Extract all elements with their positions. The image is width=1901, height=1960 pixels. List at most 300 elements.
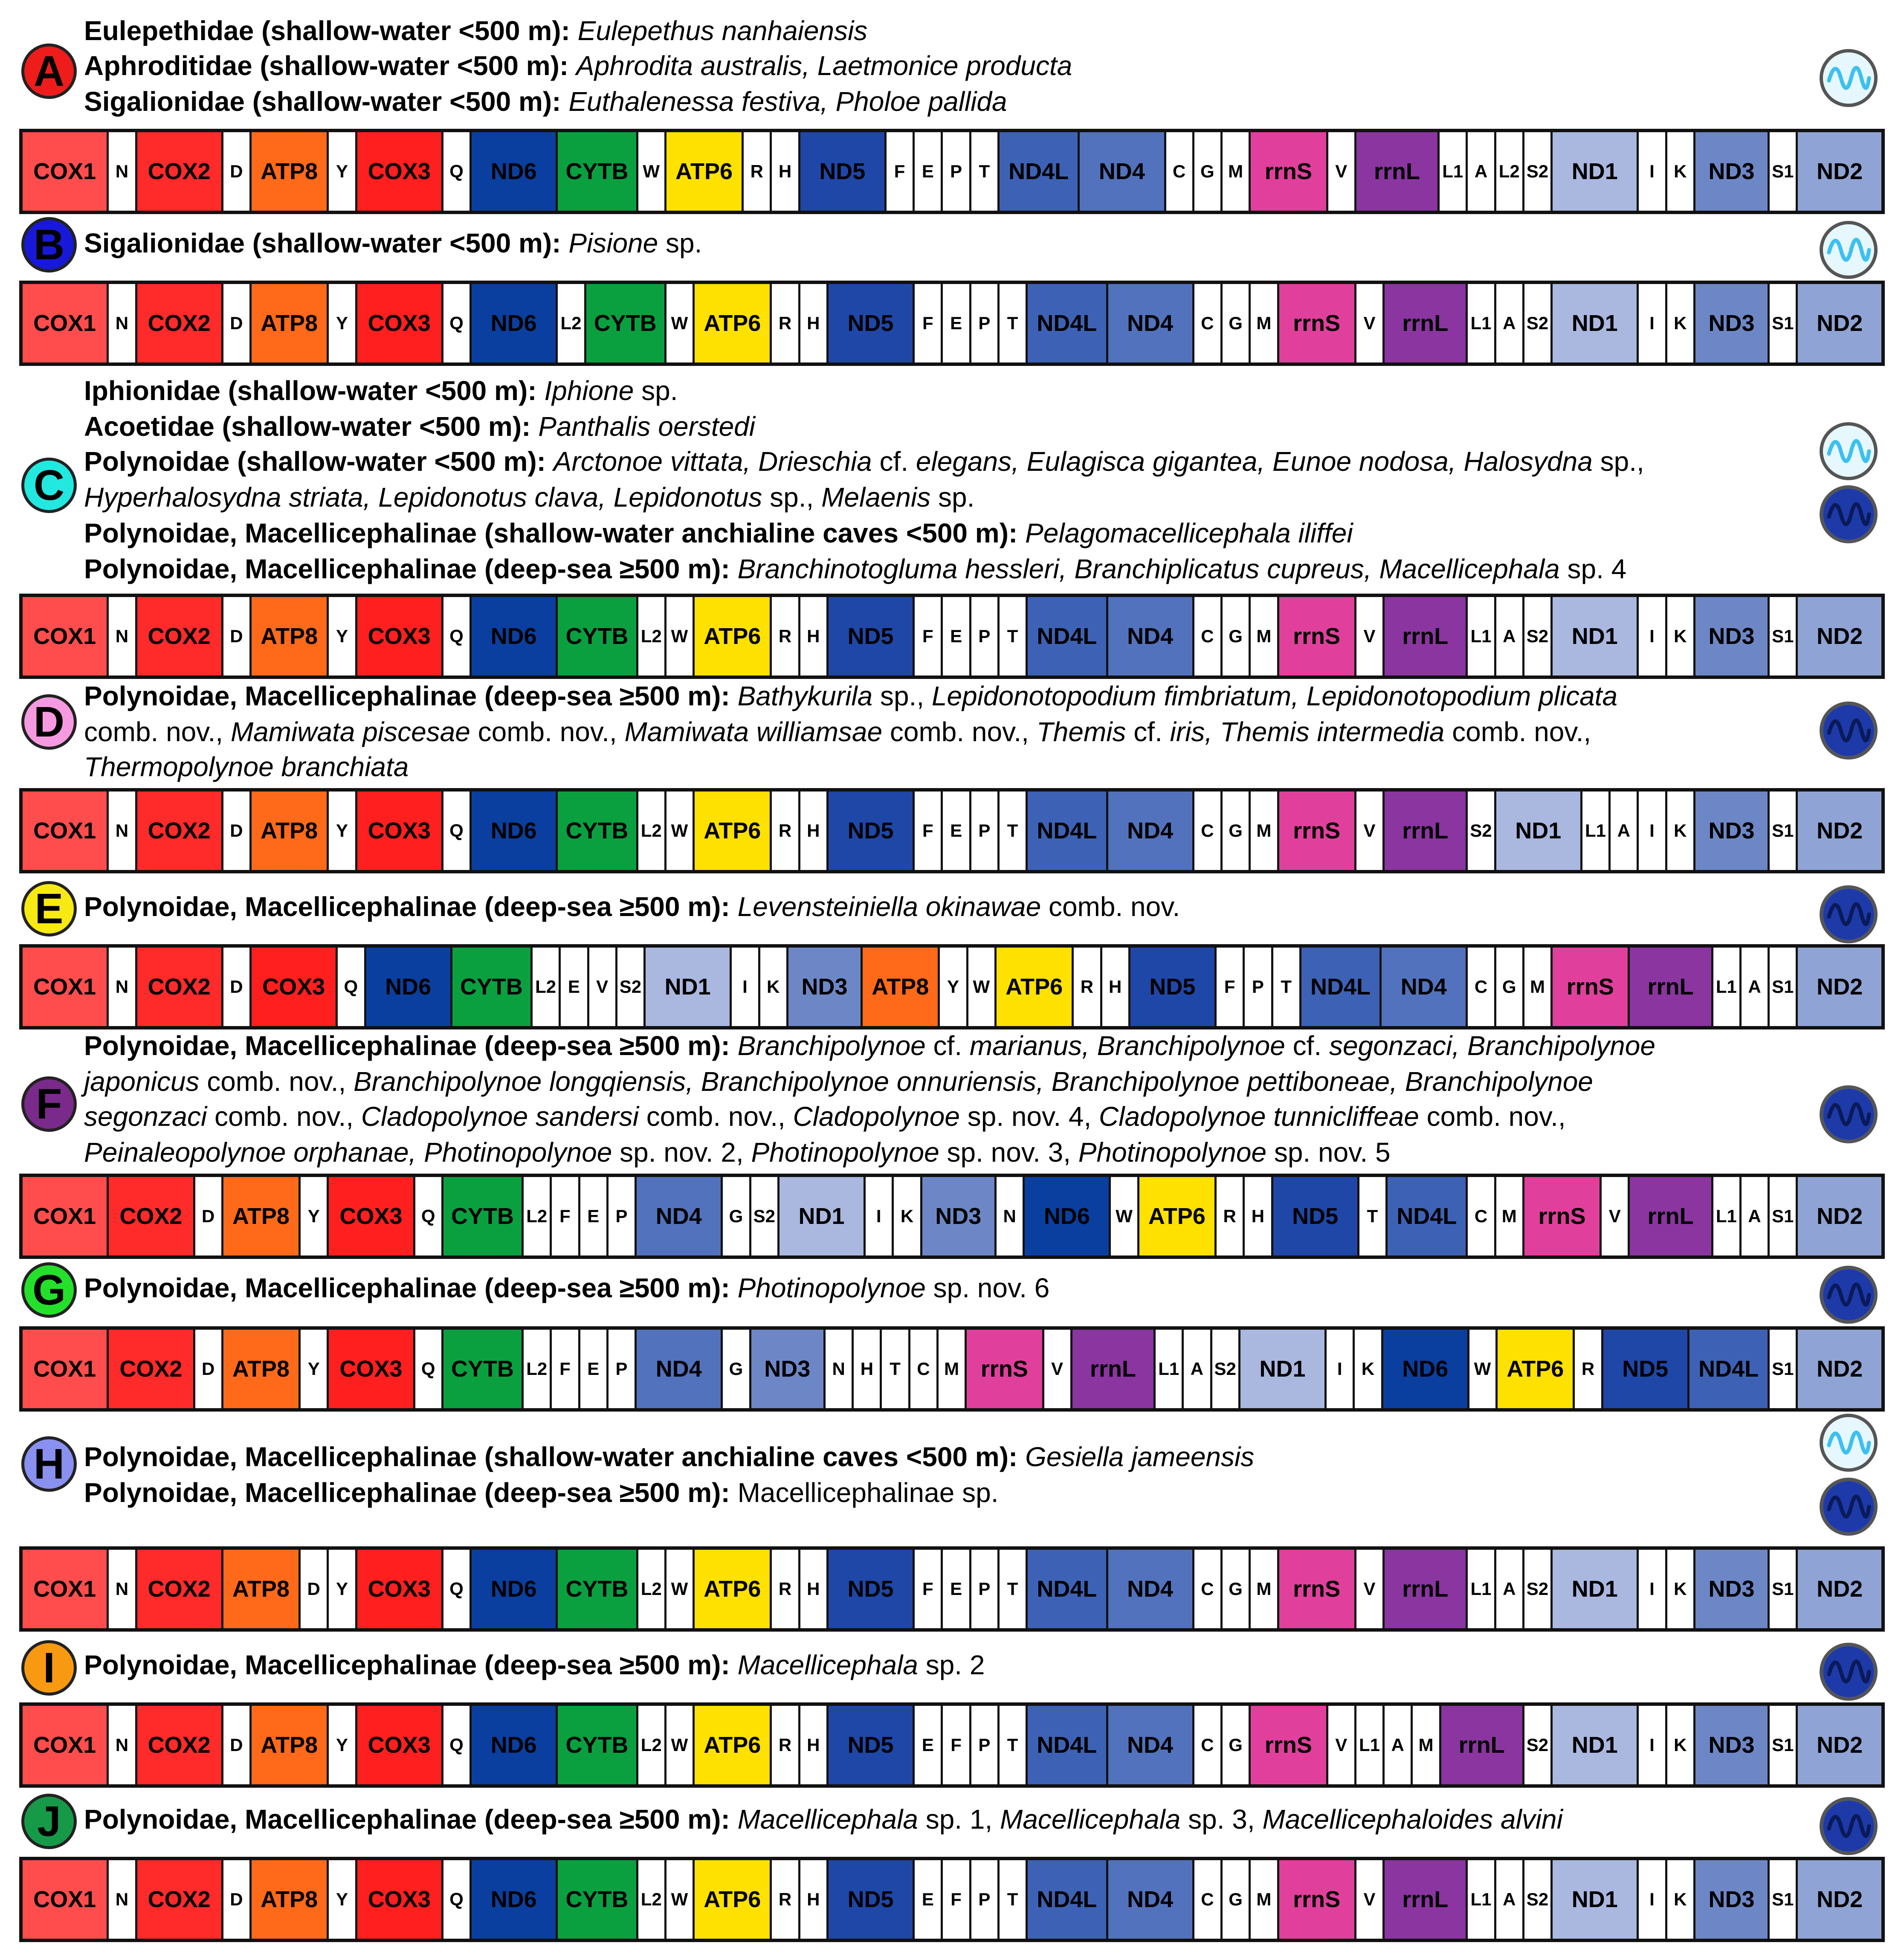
gene-nd3: ND3 (1695, 132, 1770, 211)
gene-c: C (910, 1330, 939, 1408)
gene-atp8: ATP8 (252, 132, 329, 211)
gene-s2: S2 (1524, 1706, 1553, 1784)
gene-w: W (968, 948, 997, 1026)
gene-d: D (223, 1706, 252, 1784)
text-segment: Macellicephala (737, 1804, 918, 1835)
gene-nd4l: ND4L (1028, 1550, 1108, 1628)
gene-d: D (223, 284, 252, 362)
gene-d: D (223, 597, 252, 676)
gene-nd5: ND5 (829, 1706, 915, 1784)
taxon-text-line (84, 682, 1617, 710)
gene-t: T (971, 132, 1000, 211)
gene-m: M (1251, 597, 1279, 676)
gene-nd3: ND3 (1695, 284, 1770, 362)
section-letter-j: J (21, 1794, 77, 1849)
gene-w: W (667, 597, 695, 676)
gene-atp8: ATP8 (252, 792, 329, 870)
gene-cox3: COX3 (329, 1177, 415, 1255)
text-segment: Aphrodita australis, Laetmonice producta (576, 50, 1072, 81)
gene-i: I (1639, 792, 1667, 870)
gene-nd3: ND3 (1695, 1550, 1770, 1628)
text-segment: Pisione (568, 228, 658, 258)
gene-cytb: CYTB (558, 792, 638, 870)
gene-g: G (723, 1330, 751, 1408)
gene-atp8: ATP8 (252, 1860, 329, 1939)
gene-nd2: ND2 (1798, 1860, 1881, 1939)
section-letter-c: C (21, 458, 77, 513)
gene-g: G (1223, 284, 1251, 362)
gene-t: T (1000, 1860, 1028, 1939)
gene-c: C (1194, 284, 1223, 362)
gene-cox3: COX3 (329, 1330, 415, 1408)
gene-q: Q (443, 792, 472, 870)
gene-h: H (1102, 948, 1130, 1026)
gene-rrns: rrnS (1279, 1550, 1356, 1628)
gene-a: A (1496, 1550, 1524, 1628)
gene-nd3: ND3 (922, 1177, 997, 1255)
gene-e: E (943, 792, 971, 870)
text-segment: Branchinotogluma hessleri, Branchiplicatus cupreus, Macellicephala (737, 554, 1560, 584)
gene-t: T (1000, 792, 1028, 870)
gene-d: D (223, 792, 252, 870)
gene-nd2: ND2 (1798, 132, 1881, 211)
gene-rrnl: rrnL (1356, 132, 1440, 211)
text-segment: Bathykurila (737, 681, 873, 711)
gene-v: V (1328, 1706, 1356, 1784)
text-segment: cf. (1126, 716, 1170, 747)
gene-nd6: ND6 (1383, 1330, 1469, 1408)
gene-cytb: CYTB (452, 948, 533, 1026)
gene-i: I (1639, 284, 1667, 362)
gene-nd1: ND1 (1553, 1550, 1639, 1628)
deep-sea-icon (1820, 1478, 1878, 1536)
gene-i: I (1327, 1330, 1355, 1408)
gene-cox3: COX3 (357, 1860, 443, 1939)
shallow-water-icon (1820, 221, 1878, 279)
gene-d: D (301, 1550, 329, 1628)
gene-n: N (109, 132, 137, 211)
text-segment: Themis (1036, 716, 1126, 747)
gene-c: C (1166, 132, 1194, 211)
gene-atp8: ATP8 (252, 597, 329, 676)
gene-q: Q (443, 1860, 472, 1939)
gene-order-bar-h (19, 1546, 1885, 1632)
gene-e: E (580, 1177, 609, 1255)
gene-cytb: CYTB (558, 597, 638, 676)
gene-c: C (1194, 1550, 1223, 1628)
gene-c: C (1194, 1860, 1223, 1939)
text-segment: Cladopolynoe tunnicliffeae (1099, 1101, 1419, 1132)
gene-cox2: COX2 (137, 284, 223, 362)
gene-nd3: ND3 (1695, 792, 1770, 870)
gene-m: M (1251, 284, 1279, 362)
gene-cytb: CYTB (443, 1177, 524, 1255)
gene-p: P (971, 597, 1000, 676)
taxon-text-line (84, 413, 755, 440)
text-segment: marianus, Branchipolynoe (969, 1030, 1285, 1061)
gene-cox1: COX1 (23, 1706, 109, 1784)
gene-s2: S2 (1524, 132, 1553, 211)
gene-p: P (971, 792, 1000, 870)
text-segment: Peinaleopolynoe orphanae, Photinopolynoe (84, 1137, 612, 1168)
text-segment: Cladopolynoe (793, 1101, 960, 1132)
gene-i: I (1639, 1706, 1667, 1784)
gene-v: V (1602, 1177, 1630, 1255)
gene-nd6: ND6 (1025, 1177, 1111, 1255)
taxon-text-line (84, 1274, 1049, 1302)
gene-nd3: ND3 (751, 1330, 826, 1408)
gene-q: Q (415, 1330, 443, 1408)
gene-nd2: ND2 (1798, 948, 1881, 1026)
gene-w: W (667, 1550, 695, 1628)
gene-r: R (772, 1706, 800, 1784)
text-segment: Macellicephalinae sp. (737, 1477, 999, 1508)
gene-l1: L1 (1713, 948, 1742, 1026)
gene-e: E (915, 1860, 943, 1939)
gene-nd3: ND3 (1695, 1860, 1770, 1939)
gene-f: F (943, 1860, 971, 1939)
gene-m: M (1251, 1860, 1279, 1939)
gene-i: I (866, 1177, 894, 1255)
gene-v: V (1356, 1860, 1385, 1939)
gene-r: R (1074, 948, 1102, 1026)
gene-s1: S1 (1770, 132, 1798, 211)
gene-e: E (943, 597, 971, 676)
text-segment: comb. nov. (1041, 891, 1180, 922)
gene-cox3: COX3 (252, 948, 338, 1026)
text-segment: Polynoidae, Macellicephalinae (deep-sea ≥500 m): (84, 891, 738, 922)
gene-cytb: CYTB (558, 1860, 638, 1939)
gene-nd2: ND2 (1798, 1177, 1881, 1255)
gene-order-bar-b (19, 281, 1885, 366)
gene-cox2: COX2 (137, 1860, 223, 1939)
text-segment: Sigalionidae (shallow-water <500 m): (84, 228, 569, 258)
gene-cox1: COX1 (23, 284, 109, 362)
gene-nd2: ND2 (1798, 1330, 1881, 1408)
gene-e: E (915, 1706, 943, 1784)
text-segment: Levensteiniella okinawae (737, 891, 1041, 922)
shallow-water-icon (1820, 49, 1878, 107)
gene-h: H (772, 132, 800, 211)
deep-sea-icon (1820, 1266, 1878, 1324)
taxon-text-line (84, 52, 1072, 79)
gene-q: Q (338, 948, 366, 1026)
gene-t: T (1000, 1550, 1028, 1628)
text-segment: Polynoidae, Macellicephalinae (deep-sea ≥500 m): (84, 1650, 738, 1680)
gene-nd4l: ND4L (1028, 597, 1108, 676)
gene-g: G (1223, 1860, 1251, 1939)
gene-d: D (195, 1177, 223, 1255)
gene-w: W (1111, 1177, 1139, 1255)
text-segment: Macellicephaloides alvini (1262, 1804, 1563, 1835)
gene-s1: S1 (1770, 1177, 1798, 1255)
gene-m: M (939, 1330, 967, 1408)
gene-rrnl: rrnL (1385, 1860, 1468, 1939)
text-segment: Iphionidae (shallow-water <500 m): (84, 375, 545, 406)
gene-h: H (800, 1860, 829, 1939)
gene-t: T (1000, 284, 1028, 362)
gene-l1: L1 (1468, 1550, 1496, 1628)
gene-r: R (1575, 1330, 1603, 1408)
gene-cytb: CYTB (586, 284, 667, 362)
gene-m: M (1413, 1706, 1441, 1784)
gene-nd5: ND5 (829, 792, 915, 870)
gene-y: Y (940, 948, 968, 1026)
gene-i: I (1639, 597, 1667, 676)
gene-d: D (195, 1330, 223, 1408)
deep-sea-icon (1820, 1797, 1878, 1855)
gene-nd4l: ND4L (1301, 948, 1382, 1026)
gene-s1: S1 (1770, 597, 1798, 676)
gene-l1: L1 (1582, 792, 1611, 870)
gene-order-bar-c (19, 594, 1885, 679)
deep-sea-icon (1820, 1085, 1878, 1143)
gene-n: N (997, 1177, 1025, 1255)
gene-cox1: COX1 (23, 1330, 109, 1408)
text-segment: Lepidonotopodium fimbriatum, Lepidonotopodium plicata (931, 681, 1618, 711)
gene-m: M (1251, 1550, 1279, 1628)
taxon-text-line (84, 229, 702, 257)
gene-h: H (800, 1706, 829, 1784)
gene-atp8: ATP8 (252, 284, 329, 362)
gene-nd2: ND2 (1798, 1706, 1881, 1784)
gene-cox1: COX1 (23, 597, 109, 676)
gene-nd4: ND4 (637, 1177, 723, 1255)
text-segment: Macellicephala (1000, 1804, 1181, 1835)
gene-f: F (552, 1177, 580, 1255)
gene-c: C (1194, 597, 1223, 676)
gene-k: K (1667, 1550, 1695, 1628)
gene-nd1: ND1 (1240, 1330, 1327, 1408)
gene-n: N (109, 597, 137, 676)
text-segment: sp. 3, (1180, 1804, 1263, 1835)
taxon-text-line (84, 753, 409, 780)
gene-a: A (1496, 1860, 1524, 1939)
section-letter-h: H (21, 1436, 77, 1492)
gene-cox3: COX3 (357, 1550, 443, 1628)
text-segment: Branchipolynoe longqiensis, Branchipolynoe onnuriensis, Branchipolynoe pettiboneae, Branchipolynoe (354, 1066, 1593, 1097)
gene-nd1: ND1 (1553, 132, 1639, 211)
gene-r: R (772, 792, 800, 870)
text-segment: Mamiwata williamsae (624, 716, 883, 747)
text-segment: comb. nov., (207, 1101, 361, 1132)
gene-a: A (1496, 597, 1524, 676)
gene-t: T (882, 1330, 910, 1408)
gene-cox2: COX2 (109, 1330, 195, 1408)
text-segment: sp. (634, 375, 678, 406)
text-segment: Pelagomacellicephala iliffei (1025, 518, 1353, 548)
gene-y: Y (329, 1706, 357, 1784)
gene-t: T (1000, 1706, 1028, 1784)
gene-order-bar-j (19, 1857, 1885, 1942)
gene-s1: S1 (1770, 284, 1798, 362)
text-segment: cf. (925, 1030, 970, 1061)
taxon-text-line (84, 555, 1626, 583)
text-segment: Gesiella jameensis (1025, 1441, 1255, 1472)
section-letter-i: I (21, 1640, 77, 1696)
gene-h: H (854, 1330, 882, 1408)
gene-rrnl: rrnL (1630, 948, 1713, 1026)
gene-h: H (800, 597, 829, 676)
gene-atp6: ATP6 (695, 1706, 772, 1784)
gene-m: M (1524, 948, 1553, 1026)
gene-g: G (1223, 1550, 1251, 1628)
gene-rrnl: rrnL (1630, 1177, 1713, 1255)
gene-l2: L2 (533, 948, 561, 1026)
taxon-text-line (84, 1032, 1655, 1059)
gene-r: R (772, 284, 800, 362)
gene-nd1: ND1 (780, 1177, 866, 1255)
gene-w: W (638, 132, 667, 211)
gene-p: P (943, 132, 971, 211)
gene-cox3: COX3 (357, 1706, 443, 1784)
gene-nd3: ND3 (1695, 597, 1770, 676)
gene-nd5: ND5 (1273, 1177, 1359, 1255)
taxon-text-line (84, 519, 1353, 547)
gene-l1: L1 (1468, 597, 1496, 676)
text-segment: sp., (762, 482, 822, 513)
text-segment: Sigalionidae (shallow-water <500 m): (84, 86, 569, 117)
gene-nd4l: ND4L (1028, 1860, 1108, 1939)
gene-v: V (1356, 597, 1385, 676)
gene-s1: S1 (1770, 948, 1798, 1026)
text-segment: cf. (872, 446, 916, 477)
gene-c: C (1194, 1706, 1223, 1784)
taxon-text-line (84, 377, 678, 404)
gene-y: Y (329, 1550, 357, 1628)
gene-s1: S1 (1770, 1330, 1798, 1408)
gene-s1: S1 (1770, 792, 1798, 870)
text-segment: Euthalenessa festiva, Pholoe pallida (568, 86, 1007, 117)
gene-nd6: ND6 (472, 792, 558, 870)
text-segment: sp. 2 (918, 1650, 985, 1680)
gene-n: N (109, 792, 137, 870)
gene-nd2: ND2 (1798, 792, 1881, 870)
gene-nd6: ND6 (472, 1860, 558, 1939)
gene-v: V (1356, 792, 1385, 870)
gene-nd1: ND1 (646, 948, 732, 1026)
gene-cox1: COX1 (23, 948, 109, 1026)
gene-d: D (223, 1860, 252, 1939)
gene-v: V (589, 948, 617, 1026)
gene-f: F (887, 132, 915, 211)
gene-rrns: rrnS (1553, 948, 1630, 1026)
gene-order-bar-g (19, 1326, 1885, 1412)
gene-m: M (1223, 132, 1251, 211)
text-segment: sp. nov. 6 (925, 1273, 1050, 1303)
gene-nd5: ND5 (800, 132, 887, 211)
gene-l2: L2 (558, 284, 586, 362)
gene-atp8: ATP8 (252, 1706, 329, 1784)
gene-c: C (1194, 792, 1223, 870)
gene-c: C (1468, 1177, 1496, 1255)
gene-cox2: COX2 (137, 597, 223, 676)
text-segment: Polynoidae (shallow-water <500 m): (84, 446, 553, 477)
gene-cytb: CYTB (443, 1330, 524, 1408)
text-segment: Macellicephala (737, 1650, 918, 1680)
gene-p: P (609, 1177, 637, 1255)
gene-m: M (1496, 1177, 1524, 1255)
gene-g: G (723, 1177, 751, 1255)
gene-atp6: ATP6 (997, 948, 1074, 1026)
gene-nd2: ND2 (1798, 284, 1881, 362)
gene-r: R (772, 1550, 800, 1628)
gene-s2: S2 (1212, 1330, 1240, 1408)
gene-a: A (1742, 1177, 1770, 1255)
gene-s1: S1 (1770, 1860, 1798, 1939)
text-segment: sp., (872, 681, 932, 711)
gene-a: A (1496, 284, 1524, 362)
gene-l1: L1 (1468, 1860, 1496, 1939)
gene-e: E (561, 948, 589, 1026)
gene-atp6: ATP6 (667, 132, 744, 211)
text-segment: sp. (658, 228, 702, 258)
gene-k: K (1355, 1330, 1383, 1408)
text-segment: cf. (1285, 1030, 1329, 1061)
gene-nd1: ND1 (1553, 597, 1639, 676)
text-segment: Hyperhalosydna striata, Lepidonotus clava, Lepidonotus (84, 482, 762, 513)
section-letter-b: B (21, 217, 77, 273)
gene-h: H (800, 792, 829, 870)
gene-cytb: CYTB (558, 1706, 638, 1784)
gene-h: H (1245, 1177, 1273, 1255)
taxon-text-line (84, 1103, 1566, 1130)
gene-i: I (1639, 132, 1667, 211)
gene-w: W (667, 1706, 695, 1784)
gene-order-bar-a (19, 129, 1885, 214)
gene-order-bar-e (19, 944, 1885, 1029)
gene-k: K (894, 1177, 922, 1255)
gene-q: Q (443, 132, 472, 211)
gene-atp6: ATP6 (1498, 1330, 1575, 1408)
gene-order-bar-i (19, 1702, 1885, 1788)
gene-nd4l: ND4L (1000, 132, 1080, 211)
gene-l1: L1 (1713, 1177, 1742, 1255)
gene-rrnl: rrnL (1385, 284, 1468, 362)
gene-d: D (223, 948, 252, 1026)
gene-y: Y (329, 284, 357, 362)
gene-rrnl: rrnL (1441, 1706, 1524, 1784)
gene-n: N (109, 1706, 137, 1784)
gene-s2: S2 (1468, 792, 1496, 870)
section-letter-g: G (21, 1262, 77, 1318)
gene-q: Q (443, 284, 472, 362)
gene-nd5: ND5 (829, 284, 915, 362)
gene-s2: S2 (751, 1177, 780, 1255)
gene-a: A (1468, 132, 1496, 211)
gene-rrnl: rrnL (1072, 1330, 1156, 1408)
gene-nd4l: ND4L (1028, 284, 1108, 362)
gene-f: F (915, 792, 943, 870)
taxon-text-line (84, 1806, 1563, 1833)
gene-e: E (580, 1330, 609, 1408)
gene-rrns: rrnS (967, 1330, 1044, 1408)
gene-e: E (943, 1550, 971, 1628)
gene-s2: S2 (1524, 284, 1553, 362)
gene-r: R (772, 1860, 800, 1939)
gene-order-bar-d (19, 788, 1885, 873)
gene-nd5: ND5 (1603, 1330, 1689, 1408)
gene-l2: L2 (638, 1706, 667, 1784)
gene-e: E (943, 284, 971, 362)
text-segment: Photinopolynoe (737, 1273, 926, 1303)
gene-nd4l: ND4L (1689, 1330, 1770, 1408)
taxon-text-line (84, 88, 1007, 115)
taxon-text-line (84, 718, 1591, 745)
gene-nd6: ND6 (472, 1706, 558, 1784)
gene-rrnl: rrnL (1385, 597, 1468, 676)
gene-atp8: ATP8 (223, 1550, 301, 1628)
